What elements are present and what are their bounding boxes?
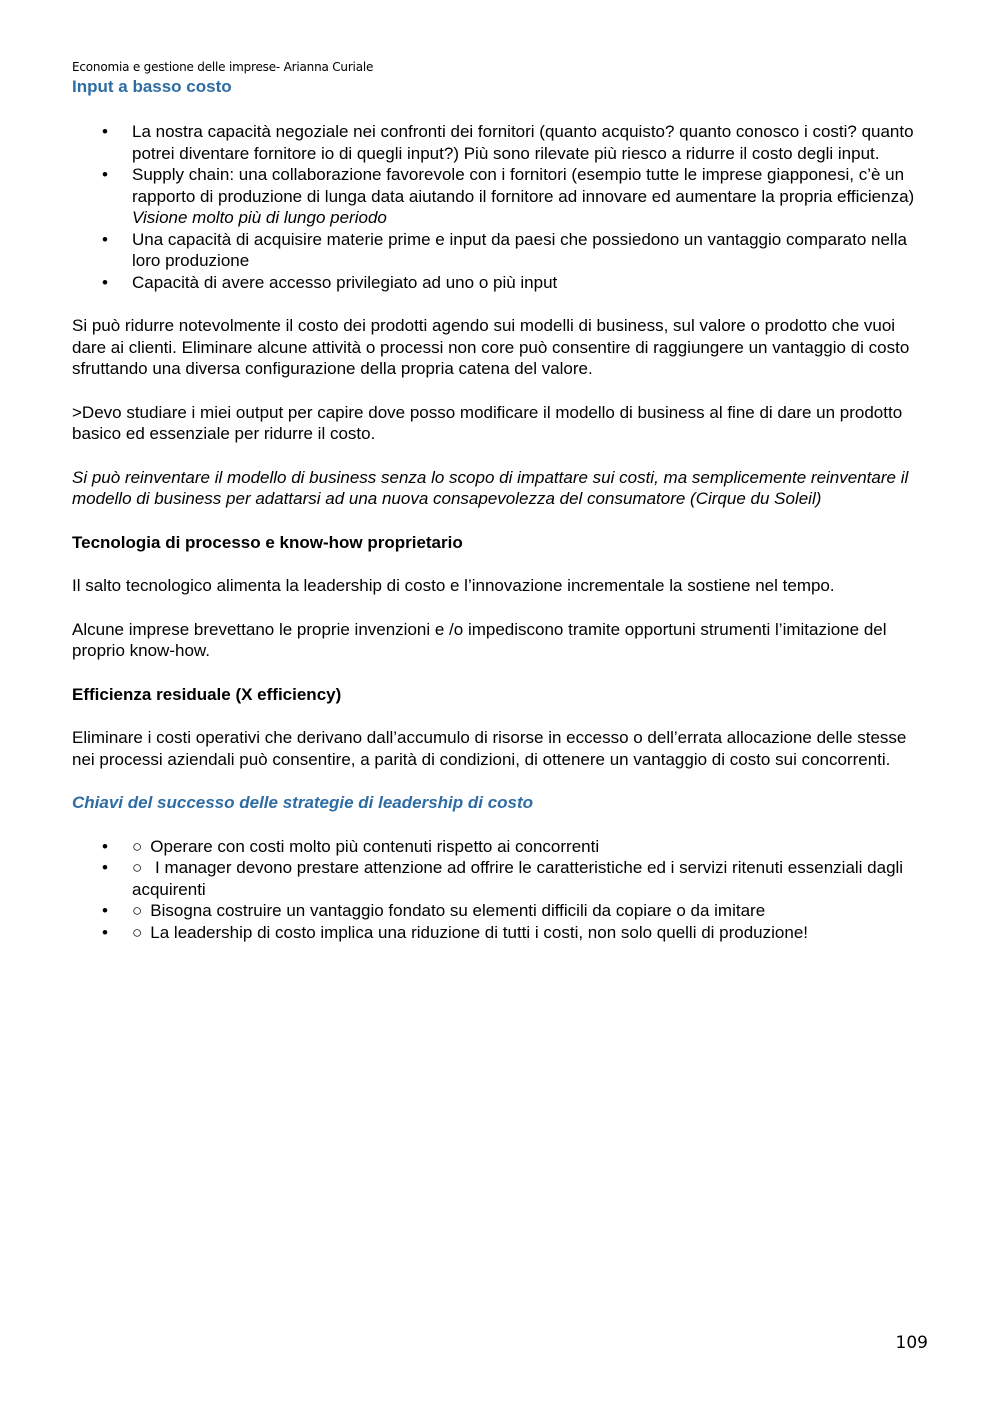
bullet-icon: • (102, 836, 108, 856)
list-item-text: La leadership di costo implica una riduzione di tutti i costi, non solo quelli di produzione! (150, 922, 809, 942)
subheading-tecnologia: Tecnologia di processo e know-how proprietario (72, 532, 463, 552)
list-item (72, 836, 932, 858)
list-item (72, 121, 932, 164)
list-item (72, 164, 932, 229)
bullet-icon: • (102, 165, 108, 184)
page-number: 109 (895, 1333, 928, 1353)
list-item-text: I manager devono prestare attenzione ad offrire le caratteristiche ed i servizi ritenuti essenziali dagli acquirenti (132, 858, 904, 899)
bullet-icon: • (102, 858, 108, 877)
bullet-icon: • (102, 229, 108, 249)
paragraph: >Devo studiare i miei output per capire dove posso modificare il modello di business al fine di dare un prodotto basico ed essenziale per ridurre il costo. (72, 402, 903, 443)
list-item (72, 272, 932, 294)
running-header: Economia e gestione delle imprese- Arianna Curiale (72, 60, 374, 74)
input-bullet-list (72, 121, 932, 293)
circle-icon: ○ (132, 858, 143, 877)
italic-paragraph: Si può reinventare il modello di business senza lo scopo di impattare sui costi, ma semplicemente reinventare il modello di business per adattarsi ad una nuova consapevolezza del consumatore (Cirque du Soleil) (72, 467, 909, 508)
circle-icon: ○ (132, 901, 143, 920)
circle-icon: ○ (132, 836, 143, 856)
list-item-text: Operare con costi molto più contenuti rispetto ai concorrenti (150, 836, 600, 856)
bullet-icon: • (102, 122, 108, 141)
paragraph: Il salto tecnologico alimenta la leadership di costo e l’innovazione incrementale la sostiene nel tempo. (72, 576, 835, 595)
bullet-icon: • (102, 922, 108, 942)
paragraph: Si può ridurre notevolmente il costo dei prodotti agendo sui modelli di business, sul valore o prodotto che vuoi dare ai clienti. Eliminare alcune attività o processi non core può consentire di raggiungere un vantaggio di costo sfruttando una diversa configurazione della propria catena del valore. (72, 316, 910, 378)
list-item-text: La nostra capacità negoziale nei confronti dei fornitori (quanto acquisto? quanto conosco i costi? quanto potrei diventare fornitore io di quegli input?) Più sono rilevate più riesco a ridurre il costo degli input. (132, 122, 914, 163)
list-item-text: Una capacità di acquisire materie prime e input da paesi che possiedono un vantaggio comparato nella loro produzione (132, 229, 907, 270)
subheading-chiavi: Chiavi del successo delle strategie di leadership di costo (72, 793, 534, 812)
paragraph: Alcune imprese brevettano le proprie invenzioni e /o impediscono tramite opportuni strumenti l’imitazione del proprio know-how. (72, 619, 887, 660)
list-item-text: Supply chain: una collaborazione favorevole con i fornitori (esempio tutte le imprese giapponesi, c’è un rapporto di produzione di lunga data aiutando il fornitore ad innovare ed aumentare la propria efficienza) (132, 165, 915, 206)
list-item-text: Bisogna costruire un vantaggio fondato su elementi difficili da copiare o da imitare (150, 901, 766, 920)
circle-icon: ○ (132, 922, 143, 942)
list-item-text: Capacità di avere accesso privilegiato ad uno o più input (132, 272, 558, 292)
chiavi-bullet-list (72, 836, 932, 944)
paragraph: Eliminare i costi operativi che derivano dall’accumulo di risorse in eccesso o dell’errata allocazione delle stesse nei processi aziendali può consentire, a parità di condizioni, di ottenere un vantaggio di costo sui concorrenti. (72, 728, 907, 769)
list-item-italic-note: Visione molto più di lungo periodo (132, 208, 387, 227)
bullet-icon: • (102, 901, 108, 920)
subheading-efficienza: Efficienza residuale (X efficiency) (72, 684, 342, 704)
section-title: Input a basso costo (72, 77, 232, 96)
bullet-icon: • (102, 272, 108, 292)
list-item (72, 857, 932, 900)
list-item (72, 900, 932, 922)
list-item (72, 922, 932, 944)
list-item (72, 229, 932, 272)
page-content (72, 121, 932, 943)
